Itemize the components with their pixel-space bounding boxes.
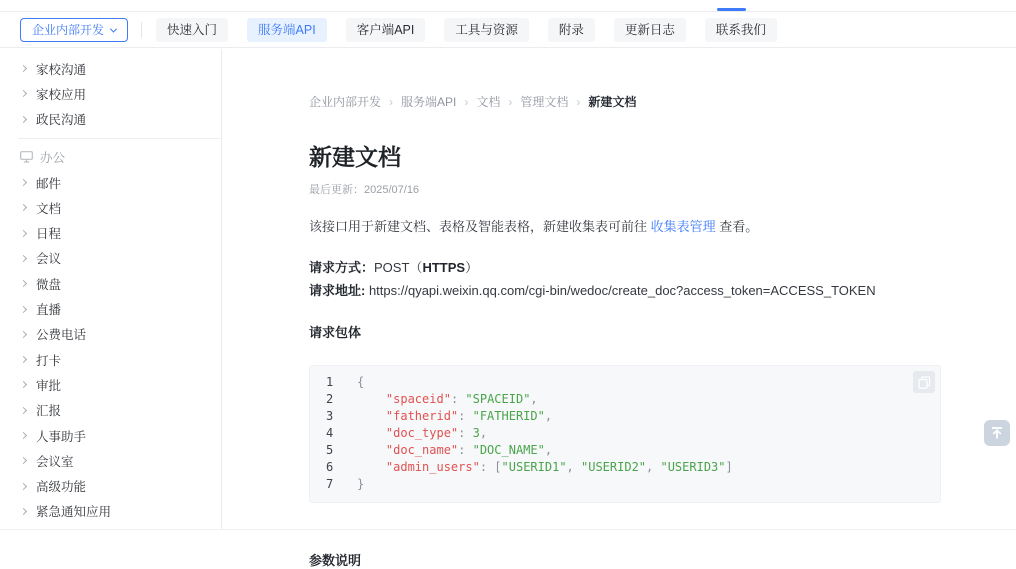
code-line-number: 7 — [326, 477, 334, 491]
sidebar-item-label: 打卡 — [36, 353, 62, 368]
request-url-value: https://qyapi.weixin.qq.com/cgi-bin/wedoc/create_doc?access_token=ACCESS_TOKEN — [365, 283, 876, 298]
sidebar-item-label: 邮件 — [36, 176, 62, 191]
breadcrumb-separator-icon: › — [464, 94, 469, 109]
code-line: 5 "doc_name": "DOC_NAME", — [326, 443, 553, 457]
sidebar-top-group — [0, 56, 221, 132]
chevron-right-icon — [20, 255, 27, 262]
bottom-hairline — [0, 529, 1016, 530]
sidebar-item-家校应用[interactable] — [0, 81, 221, 106]
sidebar-item-label: 会议 — [36, 252, 62, 267]
sidebar-section-office — [0, 145, 221, 170]
intro-text-pre: 该接口用于新建文档、表格及智能表格，新建收集表可前往 — [309, 219, 651, 234]
breadcrumb-separator-icon: › — [389, 94, 394, 109]
intro-text-post: 查看。 — [715, 219, 759, 234]
top-header-strip — [0, 0, 1016, 12]
tab-附录[interactable]: 附录 — [548, 18, 595, 43]
chevron-right-icon — [20, 65, 27, 72]
code-line-number: 5 — [326, 443, 334, 457]
sidebar-item-打卡[interactable] — [0, 347, 221, 372]
sidebar-item-label: 紧急通知应用 — [36, 505, 112, 520]
project-selector-button[interactable] — [20, 18, 128, 42]
code-lines — [326, 374, 924, 493]
sidebar-item-label: 日程 — [36, 227, 62, 242]
sidebar-item-label: 家校应用 — [36, 87, 87, 102]
request-protocol: HTTPS — [422, 260, 466, 275]
chevron-right-icon — [20, 230, 27, 237]
code-line-number: 6 — [326, 460, 334, 474]
breadcrumb-link[interactable]: 服务端API — [401, 95, 457, 109]
code-line: 1 { — [326, 375, 365, 389]
request-url-line — [309, 282, 941, 300]
sidebar-item-公费电话[interactable] — [0, 322, 221, 347]
active-nav-indicator — [717, 8, 746, 11]
sidebar-item-直播[interactable] — [0, 296, 221, 321]
sidebar-item-label: 会议室 — [36, 454, 74, 469]
sidebar-item-邮件[interactable] — [0, 170, 221, 195]
sidebar-item-汇报[interactable] — [0, 398, 221, 423]
chevron-right-icon — [20, 179, 27, 186]
code-line-number: 3 — [326, 409, 334, 423]
sidebar-office-group — [0, 170, 221, 524]
params-section-label: 参数说明 — [309, 553, 362, 568]
breadcrumb-link[interactable]: 管理文档 — [520, 95, 569, 109]
arrow-up-to-line-icon — [990, 426, 1004, 440]
tab-更新日志[interactable]: 更新日志 — [614, 18, 686, 43]
last-updated: 最后更新：2025/07/16 — [309, 184, 420, 196]
chevron-right-icon — [20, 407, 27, 414]
sidebar-section-label: 办公 — [40, 151, 66, 166]
sidebar-item-文档[interactable] — [0, 195, 221, 220]
sidebar-item-label: 人事助手 — [36, 429, 87, 444]
tab-快速入门[interactable]: 快速入门 — [156, 18, 228, 43]
chevron-right-icon — [20, 280, 27, 287]
request-method-value: POST — [374, 260, 410, 275]
chevron-right-icon — [20, 90, 27, 97]
breadcrumb-current: 新建文档 — [588, 95, 637, 109]
copy-code-button[interactable] — [913, 371, 935, 393]
sidebar-item-日程[interactable] — [0, 220, 221, 245]
sidebar-divider — [18, 138, 221, 139]
project-selector-label: 企业内部开发 — [32, 23, 105, 37]
chevron-down-icon — [110, 25, 117, 32]
sidebar-item-政民沟通[interactable] — [0, 107, 221, 132]
code-line-number: 4 — [326, 426, 334, 440]
sidebar-item-label: 直播 — [36, 303, 62, 318]
sidebar-item-label: 文档 — [36, 201, 62, 216]
code-line: 3 "fatherid": "FATHERID", — [326, 409, 553, 423]
chevron-right-icon — [20, 305, 27, 312]
sidebar-item-紧急通知应用[interactable] — [0, 499, 221, 524]
request-url-label: 请求地址: — [309, 283, 366, 298]
intro-paragraph — [309, 218, 941, 236]
sidebar-item-label: 公费电话 — [36, 328, 87, 343]
tabbar-divider — [141, 22, 142, 38]
code-line: 6 "admin_users": ["USERID1", "USERID2", "USERID3"] — [326, 460, 733, 474]
sidebar-item-高级功能[interactable] — [0, 473, 221, 498]
sidebar-item-会议室[interactable] — [0, 448, 221, 473]
chevron-right-icon — [20, 457, 27, 464]
sidebar-item-人事助手[interactable] — [0, 423, 221, 448]
chevron-right-icon — [20, 204, 27, 211]
code-line-number: 1 — [326, 375, 334, 389]
request-method-label: 请求方式： — [309, 260, 375, 275]
back-to-top-button[interactable] — [984, 420, 1010, 446]
doc-tabbar — [0, 13, 1016, 48]
chevron-right-icon — [20, 508, 27, 515]
tab-客户端API[interactable]: 客户端API — [346, 18, 426, 43]
sidebar-item-label: 政民沟通 — [36, 113, 87, 128]
chevron-right-icon — [20, 381, 27, 388]
page-title: 新建文档 — [309, 144, 401, 170]
chevron-right-icon — [20, 116, 27, 123]
sidebar-item-label: 家校沟通 — [36, 62, 87, 77]
breadcrumb-link[interactable]: 文档 — [476, 95, 501, 109]
breadcrumb-separator-icon: › — [508, 94, 513, 109]
code-line: 7 } — [326, 477, 365, 491]
tab-工具与资源[interactable]: 工具与资源 — [444, 18, 529, 43]
request-body-section-label: 请求包体 — [309, 325, 362, 340]
sidebar-item-label: 高级功能 — [36, 480, 87, 495]
code-line: 2 "spaceid": "SPACEID", — [326, 392, 538, 406]
paren-close: ） — [465, 260, 479, 275]
paren-open: （ — [409, 260, 423, 275]
chevron-right-icon — [20, 432, 27, 439]
sidebar — [0, 49, 222, 529]
sidebar-item-微盘[interactable] — [0, 271, 221, 296]
copy-icon — [918, 376, 931, 389]
breadcrumb-separator-icon: › — [576, 94, 581, 109]
request-method-line — [309, 259, 941, 277]
code-line-number: 2 — [326, 392, 334, 406]
sidebar-item-label: 汇报 — [36, 404, 62, 419]
monitor-icon — [20, 151, 33, 163]
collection-form-link[interactable]: 收集表管理 — [650, 219, 716, 234]
sidebar-item-label: 审批 — [36, 378, 62, 393]
chevron-right-icon — [20, 483, 27, 490]
header-tabs — [156, 18, 777, 43]
sidebar-item-label: 微盘 — [36, 277, 62, 292]
sidebar-item-审批[interactable] — [0, 372, 221, 397]
code-line: 4 "doc_type": 3, — [326, 426, 488, 440]
sidebar-item-会议[interactable] — [0, 246, 221, 271]
chevron-right-icon — [20, 331, 27, 338]
breadcrumb — [309, 93, 941, 110]
request-body-codeblock — [309, 365, 941, 503]
breadcrumb-link[interactable]: 企业内部开发 — [309, 95, 382, 109]
chevron-right-icon — [20, 356, 27, 363]
main-content — [309, 48, 941, 569]
sidebar-item-家校沟通[interactable] — [0, 56, 221, 81]
tab-服务端API[interactable]: 服务端API — [247, 18, 327, 43]
tab-联系我们[interactable]: 联系我们 — [705, 18, 777, 43]
